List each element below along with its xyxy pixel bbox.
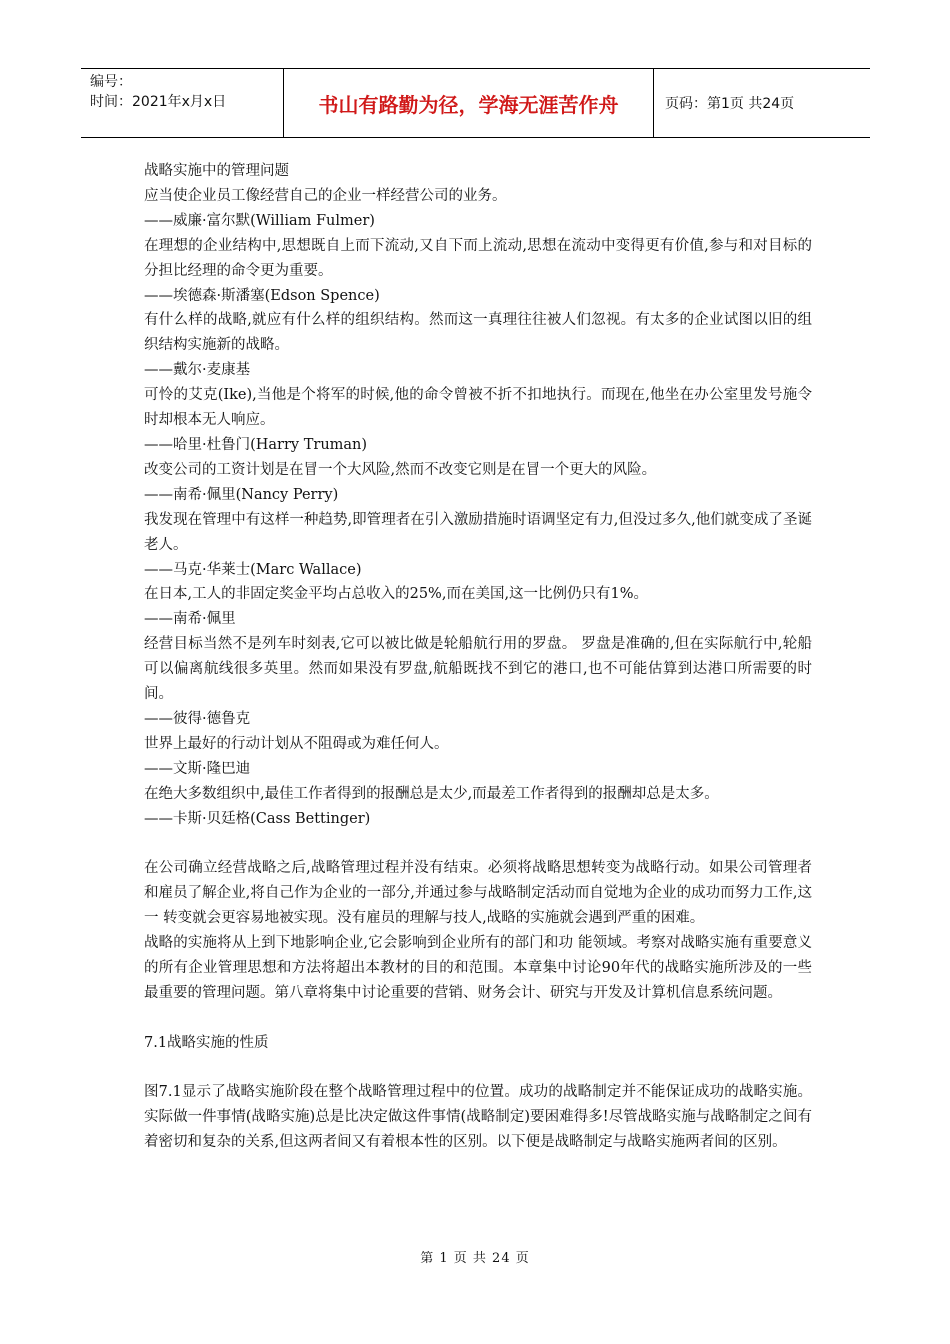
paragraph: 世界上最好的行动计划从不阻碍或为难任何人。: [144, 735, 449, 752]
header-slogan: 书山有路勤为径，学海无涯苦作舟: [283, 69, 654, 137]
page-header: [81, 68, 870, 138]
quote-attribution: ——威廉·富尔默(William Fulmer): [144, 212, 375, 229]
paragraph-gap: [144, 1006, 812, 1031]
paragraph-gap: [144, 831, 812, 856]
paragraph: 战略实施中的管理问题: [144, 163, 289, 179]
paragraph: 在公司确立经营战略之后,战略管理过程并没有结束。必须将战略思想转变为战略行动。如果公司管理者和雇员了解企业,将自己作为企业的一部分,并通过参与战略制定活动而自觉地为企业的成功而努力工作,这一 转变就会更容易地被实现。没有雇员的理解与技人,战略的实施就会遇到严重的困难。: [144, 860, 812, 927]
paragraph: 改变公司的工资计划是在冒一个大风险,然而不改变它则是在冒一个更大的风险。: [144, 461, 657, 478]
quote-attribution: ——埃德森·斯潘塞(Edson Spence): [144, 287, 380, 304]
header-meta: [90, 72, 280, 112]
paragraph: 7.1战略实施的性质: [144, 1034, 269, 1051]
quote-attribution: ——彼得·德鲁克: [144, 710, 251, 727]
paragraph: 可怜的艾克(Ike),当他是个将军的时候,他的命令曾被不折不扣地执行。而现在,他坐在办公室里发号施令时却根本无人响应。: [144, 387, 812, 429]
quote-attribution: ——文斯·隆巴迪: [144, 760, 251, 777]
quote-attribution: ——南希·佩里(Nancy Perry): [144, 486, 339, 503]
paragraph: 在理想的企业结构中,思想既自上而下流动,又自下而上流动,思想在流动中变得更有价值,参与和对目标的分担比经理的命令更为重要。: [144, 237, 812, 279]
quote-attribution: ——南希·佩里: [144, 611, 236, 628]
paragraph: 应当使企业员工像经营自己的企业一样经营公司的业务。: [144, 187, 507, 204]
document-body: [144, 159, 812, 1155]
paragraph: 有什么样的战略,就应有什么样的组织结构。然而这一真理往往被人们忽视。有太多的企业试图以旧的组织结构实施新的战略。: [144, 312, 812, 354]
paragraph: 经营目标当然不是列车时刻表,它可以被比做是轮船航行用的罗盘。 罗盘是准确的,但在实际航行中,轮船可以偏离航线很多英里。然而如果没有罗盘,航船既找不到它的港口,也不可能估算到达港口所需要的时间。: [144, 636, 812, 703]
serial-label: 编号：: [90, 74, 132, 90]
quote-attribution: ——哈里·杜鲁门(Harry Truman): [144, 436, 368, 453]
paragraph: 我发现在管理中有这样一种趋势,即管理者在引入激励措施时语调坚定有力,但没过多久,他们就变成了圣诞老人。: [144, 511, 812, 553]
quote-attribution: ——卡斯·贝廷格(Cass Bettinger): [144, 810, 371, 827]
paragraph: 图7.1显示了战略实施阶段在整个战略管理过程中的位置。成功的战略制定并不能保证成功的战略实施。实际做一件事情(战略实施)总是比决定做这件事情(战略制定)要困难得多!尽管战略实施与战略制定之间有着密切和复杂的关系,但这两者间又有着根本性的区别。以下便是战略制定与战略实施两者间的区别。: [144, 1084, 812, 1151]
page-footer: 第 1 页 共 24 页: [420, 1251, 530, 1266]
paragraph: 在日本,工人的非固定奖金平均占总收入的25%,而在美国,这一比例仍只有1%。: [144, 586, 649, 603]
quote-attribution: ——马克·华莱士(Marc Wallace): [144, 561, 362, 578]
quote-attribution: ——戴尔·麦康基: [144, 362, 251, 379]
paragraph-gap: [144, 1056, 812, 1081]
header-page-info: 页码：第1页 共24页: [665, 96, 795, 112]
date-label: 时间：2021年x月x日: [90, 94, 227, 110]
paragraph: 在绝大多数组织中,最佳工作者得到的报酬总是太少,而最差工作者得到的报酬却总是太多。: [144, 785, 719, 802]
paragraph: 战略的实施将从上到下地影响企业,它会影响到企业所有的部门和功 能领域。考察对战略实施有重要意义的所有企业管理思想和方法将超出本教材的目的和范围。本章集中讨论90年代的战略实施所涉及的一些最重要的管理问题。第八章将集中讨论重要的营销、财务会计、研究与开发及计算机信息系统问题。: [144, 935, 812, 1001]
